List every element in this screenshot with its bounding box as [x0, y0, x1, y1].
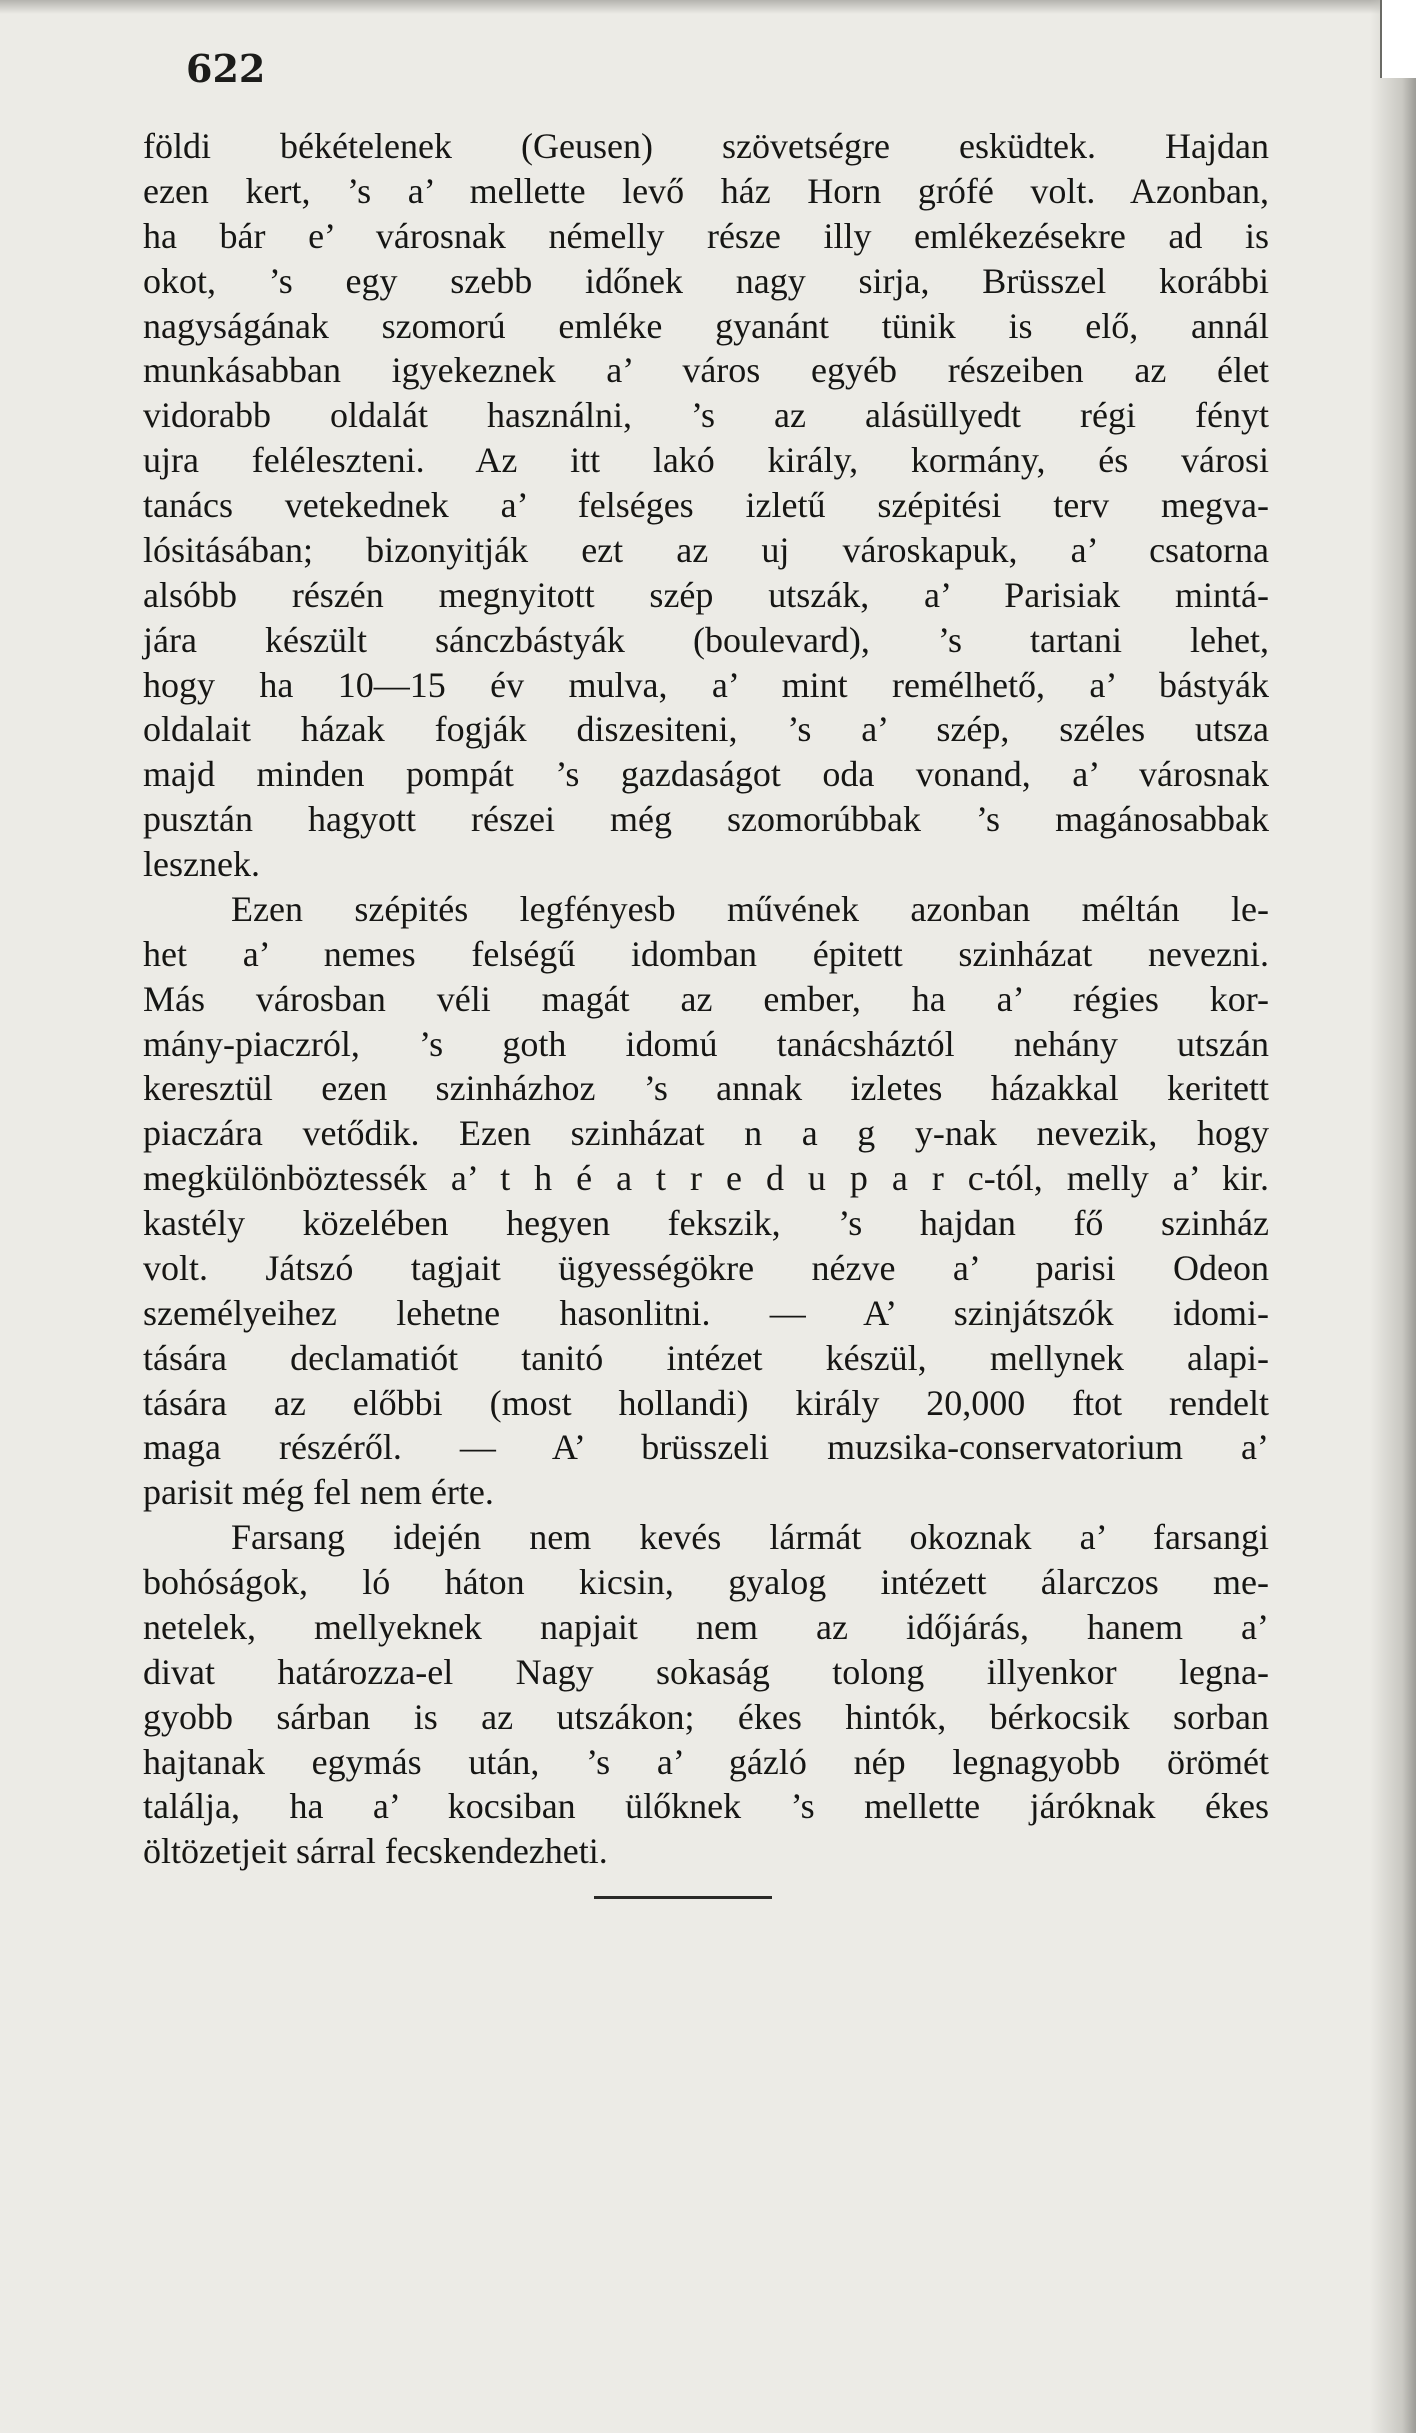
text-line: keresztül ezen szinházhoz ’s annak izletes házakkal keritett	[143, 1068, 1269, 1109]
text-line: okot, ’s egy szebb időnek nagy sirja, Brüsszel korábbi	[143, 260, 1269, 301]
text-line: tására declamatiót tanitó intézet készül, mellynek alapi-	[143, 1337, 1269, 1378]
text-line: majd minden pompát ’s gazdaságot oda vonand, a’ városnak	[143, 754, 1269, 795]
text-line: gyobb sárban is az utszákon; ékes hintók, bérkocsik sorban	[143, 1696, 1269, 1737]
text-line: netelek, mellyeknek napjait nem az időjárás, hanem a’	[143, 1606, 1269, 1647]
text-line: ezen kert, ’s a’ mellette levő ház Horn grófé volt. Azonban,	[143, 170, 1269, 211]
text-line: lósitásában; bizonyitják ezt az uj városkapuk, a’ csatorna	[143, 529, 1269, 570]
text-line: földi békételenek (Geusen) szövetségre esküdtek. Hajdan	[143, 126, 1269, 166]
page-top-shadow	[0, 0, 1416, 14]
text-line: találja, ha a’ kocsiban ülőknek ’s mellette járóknak ékes	[143, 1786, 1269, 1827]
text-line: megkülönböztessék a’ t h é a t r e d u p a r c-tól, melly a’ kir.	[143, 1158, 1269, 1199]
text-line: lesznek.	[143, 844, 260, 884]
text-line: alsóbb részén megnyitott szép utszák, a’ Parisiak mintá-	[143, 574, 1269, 615]
text-line: piaczára vetődik. Ezen szinházat n a g y-nak nevezik, hogy	[143, 1113, 1269, 1154]
text-line: tanács vetekednek a’ felséges izletű szépitési terv megva-	[143, 485, 1269, 525]
paragraph	[143, 124, 1269, 887]
text-line: mány-piaczról, ’s goth idomú tanácsháztól nehány utszán	[143, 1023, 1269, 1064]
text-line: ujra feléleszteni. Az itt lakó király, kormány, és városi	[143, 440, 1269, 481]
text-line: hajtanak egymás után, ’s a’ gázló nép legnagyobb örömét	[143, 1741, 1269, 1782]
text-line: munkásabban igyekeznek a’ város egyéb részeiben az élet	[143, 350, 1269, 391]
text-line: személyeihez lehetne hasonlitni. — A’ szinjátszók idomi-	[143, 1292, 1269, 1333]
text-line: jára készült sánczbástyák (boulevard), ’s tartani lehet,	[143, 619, 1269, 660]
text-line: oldalait házak fogják diszesiteni, ’s a’ szép, széles utsza	[143, 709, 1269, 750]
text-line: divat határozza-el Nagy sokaság tolong illyenkor legna-	[143, 1651, 1269, 1692]
section-end-rule	[594, 1896, 772, 1899]
text-line: parisit még fel nem érte.	[143, 1472, 494, 1513]
paragraph	[143, 887, 1269, 1515]
text-line: Ezen szépités legfényesb művének azonban méltán le-	[231, 888, 1269, 929]
text-line: vidorabb oldalát használni, ’s az alásüllyedt régi fényt	[143, 395, 1269, 436]
text-line: hogy ha 10—15 év mulva, a’ mint remélhető, a’ bástyák	[143, 664, 1269, 705]
text-line: volt. Játszó tagjait ügyességökre nézve a’ parisi Odeon	[143, 1247, 1269, 1288]
paragraph	[143, 1515, 1269, 1874]
text-line: kastély közelében hegyen fekszik, ’s hajdan fő szinház	[143, 1203, 1269, 1243]
text-line: pusztán hagyott részei még szomorúbbak ’s magánosabbak	[143, 799, 1269, 840]
page-binding-edge	[1370, 0, 1416, 2433]
body-text	[143, 124, 1269, 1874]
scan-edge-notch	[1380, 0, 1416, 78]
text-line: öltözetjeit sárral fecskendezheti.	[143, 1831, 608, 1872]
text-line: tására az előbbi (most hollandi) király 20,000 ftot rendelt	[143, 1382, 1269, 1423]
text-line: Farsang idején nem kevés lármát okoznak a’ farsangi	[231, 1517, 1269, 1558]
text-line: maga részéről. — A’ brüsszeli muzsika-conservatorium a’	[143, 1427, 1269, 1468]
text-line: nagyságának szomorú emléke gyanánt tünik is elő, annál	[143, 305, 1269, 346]
text-line: Más városban véli magát az ember, ha a’ régies kor-	[143, 978, 1269, 1019]
text-line: het a’ nemes felségű idomban épitett szinházat nevezni.	[143, 933, 1269, 974]
text-line: bohóságok, ló háton kicsin, gyalog intézett álarczos me-	[143, 1562, 1269, 1602]
text-line: ha bár e’ városnak némelly része illy emlékezésekre ad is	[143, 215, 1269, 256]
page-number: 622	[186, 46, 266, 91]
